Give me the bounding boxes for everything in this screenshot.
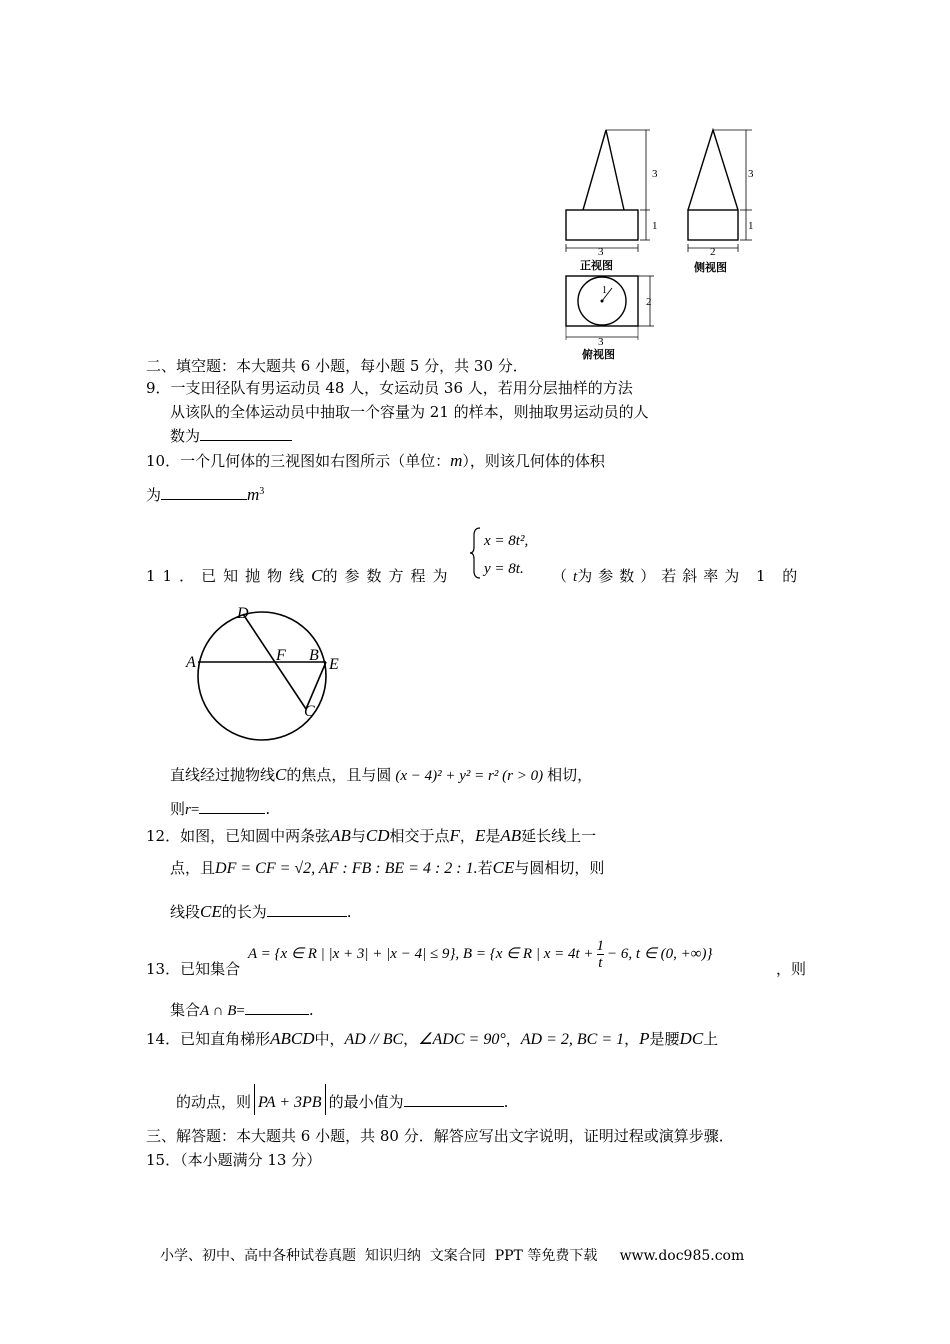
q14-line1: 14．已知直角梯形ABCD中，AD // BC，∠ADC = 90°，AD = 2, BC = 1，P是腰DC上 bbox=[146, 1029, 719, 1048]
q12-line1: 12．如图，已知圆中两条弦AB与CD相交于点F，E是AB延长线上一 bbox=[146, 826, 597, 845]
q10-answer-blank[interactable] bbox=[161, 485, 247, 500]
q14-line2: 的动点，则 PA + 3PB 的最小值为 . bbox=[176, 1092, 508, 1113]
fig-label-E: E bbox=[329, 656, 339, 673]
q9-line2: 从该队的全体运动员中抽取一个容量为 21 的样本，则抽取男运动员的人 bbox=[170, 403, 649, 421]
fig-label-C: C bbox=[304, 703, 315, 720]
top-view-label: 俯视图 bbox=[582, 348, 615, 361]
fig-label-B: B bbox=[309, 647, 319, 664]
q11-eq-y: y = 8t. bbox=[484, 561, 524, 577]
section-solutions-heading: 三、解答题：本大题共 6 小题，共 80 分．解答应写出文字说明，证明过程或演算步骤． bbox=[146, 1127, 734, 1145]
q13-sets: A = {x ∈ R | |x + 3| + |x − 4| ≤ 9}, B = {x ∈ R | x = 4t + $\frac{1}{t}$ − 6, t ∈ (0, +∞)} bbox=[248, 938, 713, 971]
front-height-1: 1 bbox=[652, 220, 658, 232]
fig-label-F: F bbox=[276, 647, 286, 664]
q11-line3: 则r= . bbox=[170, 800, 271, 818]
footer-text: 小学、初中、高中各种试卷真题 知识归纳 文案合同 PPT 等免费下载 www.doc985.com bbox=[160, 1248, 745, 1264]
q11-line1-prefix: 11．已知抛物线C的参数方程为 bbox=[146, 566, 455, 585]
q15-heading: 15．（本小题满分 13 分） bbox=[146, 1151, 322, 1169]
q13-prefix: 13．已知集合 bbox=[146, 960, 241, 978]
section-fill-in-heading: 二、填空题：本大题共 6 小题，每小题 5 分，共 30 分． bbox=[146, 357, 528, 375]
side-height-3: 3 bbox=[748, 168, 754, 180]
q13-line2: 集合A ∩ B= . bbox=[170, 1001, 314, 1019]
q13-suffix: ，则 bbox=[776, 960, 807, 978]
q13-answer-blank[interactable] bbox=[245, 1000, 309, 1015]
q12-line2: 点，且DF = CF = √2, AF : FB : BE = 4 : 2 : 1.若CE与圆相切，则 bbox=[170, 858, 605, 877]
q9-line3: 数为 bbox=[170, 426, 292, 446]
q14-answer-blank[interactable] bbox=[404, 1092, 504, 1107]
q11-answer-blank[interactable] bbox=[199, 799, 265, 814]
front-view-label: 正视图 bbox=[580, 259, 613, 272]
q11-brace bbox=[470, 527, 482, 579]
q9-answer-blank[interactable] bbox=[200, 426, 292, 441]
q12-line3: 线段CE的长为 . bbox=[170, 902, 352, 921]
radius-label-1: 1 bbox=[602, 285, 607, 296]
side-width-2: 2 bbox=[710, 246, 716, 258]
q9-line1: 9．一支田径队有男运动员 48 人，女运动员 36 人，若用分层抽样的方法 bbox=[146, 379, 633, 397]
top-height-2: 2 bbox=[646, 296, 652, 308]
front-width-3: 3 bbox=[598, 246, 604, 258]
front-height-3: 3 bbox=[652, 168, 658, 180]
fig-label-D: D bbox=[237, 605, 249, 622]
fig-label-A: A bbox=[186, 654, 196, 671]
q11-line2: 直线经过抛物线C的焦点，且与圆 (x − 4)² + y² = r² (r > 0) 相切， bbox=[170, 765, 593, 784]
q11-line1-suffix: （t为参数）若斜率为 1 的 bbox=[552, 567, 804, 585]
q10-line1: 10．一个几何体的三视图如右图所示（单位：m），则该几何体的体积 bbox=[146, 451, 605, 470]
top-width-3: 3 bbox=[598, 336, 604, 348]
side-height-1: 1 bbox=[748, 220, 754, 232]
q11-eq-x: x = 8t², bbox=[484, 533, 529, 549]
q10-line2: 为 $m^3$ bbox=[146, 485, 265, 504]
q12-answer-blank[interactable] bbox=[267, 902, 347, 917]
side-view-label: 侧视图 bbox=[694, 261, 727, 274]
